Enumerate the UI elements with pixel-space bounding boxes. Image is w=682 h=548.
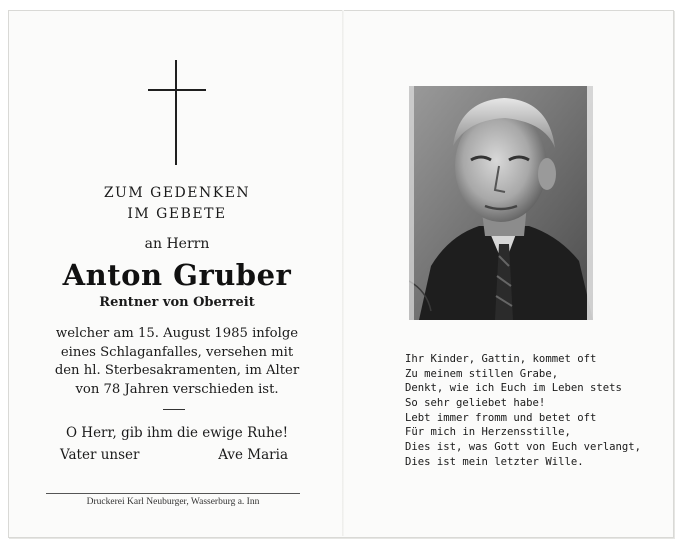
death-notice: [40, 325, 314, 399]
intro-text: an Herrn: [144, 236, 210, 252]
portrait-photo: [409, 86, 593, 320]
divider: [163, 409, 185, 410]
footer-rule: [46, 493, 300, 494]
printer-credit: Druckerei Karl Neuburger, Wasserburg a. Inn: [86, 497, 260, 507]
prayer-row: [60, 447, 288, 463]
poem-line: So sehr geliebet habe!: [405, 397, 546, 410]
prayer-line: O Herr, gib ihm die ewige Ruhe!: [65, 425, 289, 441]
death-notice-line: den hl. Sterbesakramenten, im Alter: [54, 363, 300, 378]
death-notice-line: welcher am 15. August 1985 infolge: [55, 326, 299, 341]
prayer-right: Ave Maria: [218, 447, 288, 463]
poem-line: Ihr Kinder, Gattin, kommet oft: [405, 353, 597, 365]
heading-line-1: ZUM GEDENKEN: [103, 185, 251, 201]
heading-line-2: IM GEBETE: [127, 206, 227, 222]
poem-line: Für mich in Herzensstille,: [405, 426, 571, 439]
poem-line: Dies ist, was Gott von Euch verlangt,: [405, 441, 641, 454]
poem-line: Dies ist mein letzter Wille.: [405, 455, 584, 468]
card-fold: [342, 10, 344, 536]
poem-line: Zu meinem stillen Grabe,: [405, 367, 559, 380]
poem-line: Lebt immer fromm und betet oft: [405, 411, 597, 424]
deceased-subtitle: Rentner von Oberreit: [99, 295, 255, 310]
poem: [405, 352, 655, 470]
prayer-left: Vater unser: [60, 447, 140, 463]
death-notice-line: von 78 Jahren verschieden ist.: [75, 381, 279, 397]
deceased-name: Anton Gruber: [62, 258, 292, 292]
poem-line: Denkt, wie ich Euch im Leben stets: [405, 382, 622, 395]
death-notice-line: eines Schlaganfalles, versehen mit: [60, 344, 294, 360]
